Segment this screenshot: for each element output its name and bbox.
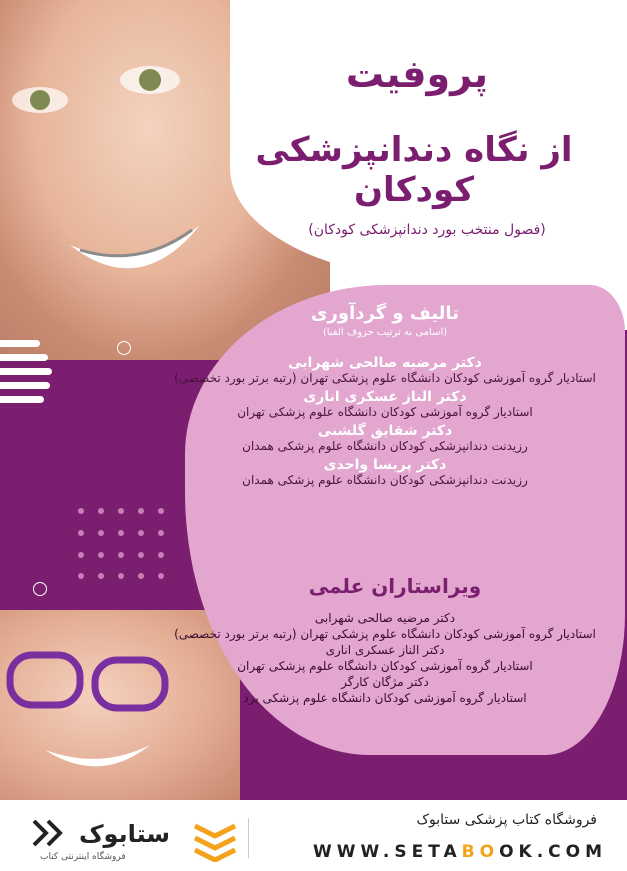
logo-divider (248, 818, 249, 858)
author-name: دکتر پریسا واحدی (323, 457, 447, 473)
ring-decoration (117, 341, 131, 355)
url-accent: BO (461, 842, 500, 862)
authors-heading: تالیف و گردآوری (311, 303, 459, 324)
ring-decoration (33, 582, 47, 596)
url-part: OK.COM (499, 842, 607, 862)
dots-decoration (78, 508, 168, 588)
author-affiliation: رزیدنت دندانپزشکی کودکان دانشگاه علوم پزشکی همدان (242, 473, 528, 487)
author-affiliation: استادیار گروه آموزشی کودکان دانشگاه علوم پزشکی تهران (رتبه برتر بورد تخصصی) (174, 371, 596, 385)
url-part: WWW.SETA (313, 842, 462, 862)
editor-line: دکتر مرضیه صالحی شهرابی (314, 611, 456, 625)
editors-list (165, 610, 605, 706)
author-affiliation: استادیار گروه آموزشی کودکان دانشگاه علوم پزشکی تهران (237, 405, 533, 419)
stripes-decoration (0, 340, 55, 420)
editor-line: دکتر الناز عسکری اناری (325, 643, 445, 657)
author-name: دکتر مرضیه صالحی شهرابی (288, 355, 482, 371)
store-name: فروشگاه کتاب پزشکی ستابوک (416, 812, 597, 828)
editor-line: استادیار گروه آموزشی کودکان دانشگاه علوم پزشکی یزد (243, 691, 527, 705)
book-subtitle: از نگاه دندانپزشکی کودکان (255, 130, 573, 210)
editors-heading: ویراستاران علمی (308, 574, 482, 598)
author-name: دکتر شقایق گلشنی (317, 423, 453, 439)
author-affiliation: رزیدنت دندانپزشکی کودکان دانشگاه علوم پزشکی همدان (242, 439, 528, 453)
store-url[interactable] (313, 842, 607, 862)
book-chevron-icon (190, 818, 240, 862)
book-title: پروفیت (345, 52, 489, 96)
authors-note: (اسامی به ترتیب حروف الفبا) (322, 327, 448, 338)
editor-line: دکتر مژگان کارگر (341, 675, 429, 689)
author-name: دکتر الناز عسکری اناری (303, 389, 467, 405)
logo-text: ستابوک (78, 820, 170, 848)
authors-list (170, 355, 600, 491)
logo-subtitle: فروشگاه اینترنتی کتاب (40, 852, 126, 862)
editor-line: استادیار گروه آموزشی کودکان دانشگاه علوم پزشکی تهران (رتبه برتر بورد تخصصی) (174, 627, 596, 641)
series-note: (فصول منتخب بورد دندانپزشکی کودکان) (308, 222, 546, 238)
editor-line: استادیار گروه آموزشی کودکان دانشگاه علوم پزشکی تهران (237, 659, 533, 673)
